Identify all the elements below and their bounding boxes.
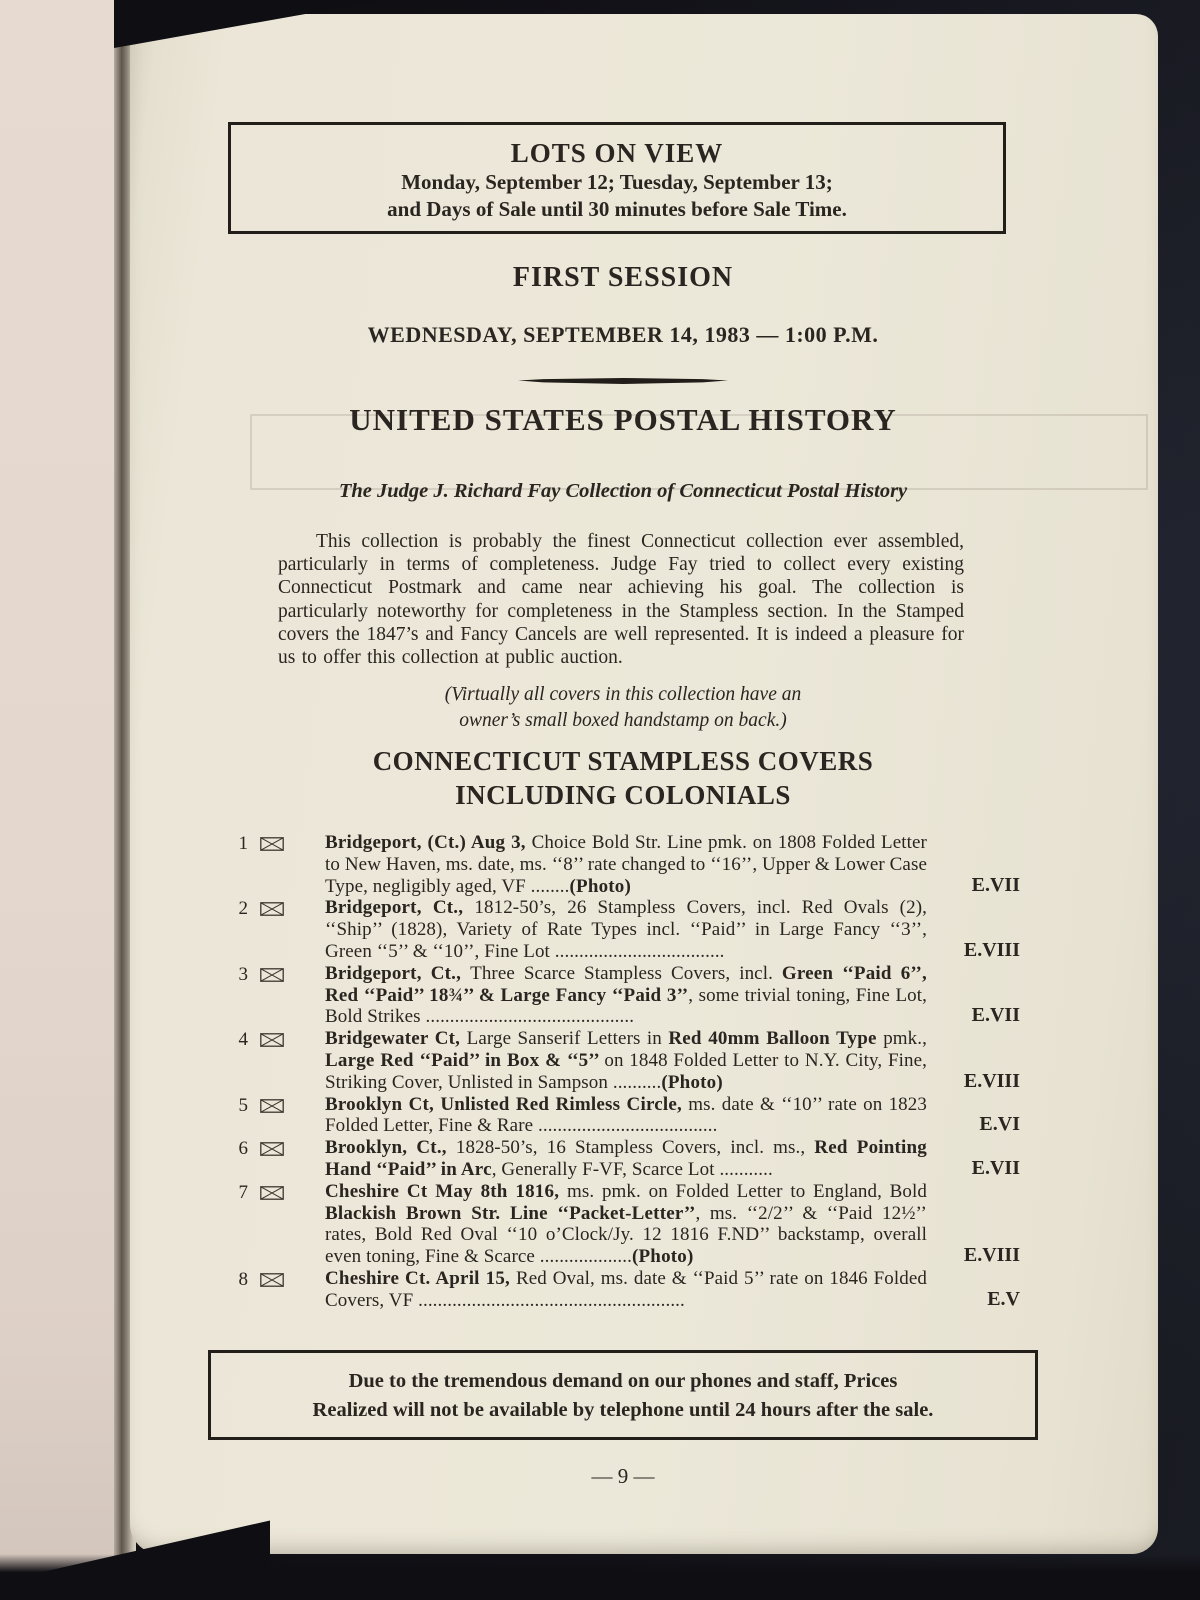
collection-note xyxy=(208,682,1038,734)
cover-envelope-icon xyxy=(260,963,286,982)
lot-description: Bridgeport, Ct., 1812-50’s, 26 Stampless Covers, incl. Red Ovals (2), ‘‘Ship’’ (1828), Variety of Rate Types incl. ‘‘Paid’’ in Large Fancy ‘‘3’’, Green ‘‘5’’ & ‘‘10’’, Fine Lot ................................... xyxy=(325,897,927,962)
lot-row xyxy=(208,1268,1020,1312)
view-schedule-line-2: and Days of Sale until 30 minutes before Sale Time. xyxy=(387,197,847,221)
section-heading-line-2: INCLUDING COLONIALS xyxy=(455,780,791,810)
lot-estimate: E.VI xyxy=(979,1113,1020,1136)
lot-estimate: E.VII xyxy=(971,873,1020,896)
section-heading-line-1: CONNECTICUT STAMPLESS COVERS xyxy=(372,746,874,776)
lot-number: 8 xyxy=(238,1268,248,1290)
catalog-page xyxy=(130,14,1158,1554)
lot-row xyxy=(208,1028,1020,1093)
lots-list xyxy=(208,832,1020,1312)
cover-envelope-icon xyxy=(260,1028,286,1047)
lot-number: 2 xyxy=(238,898,248,920)
cover-envelope-icon xyxy=(260,897,286,916)
lots-on-view-title: LOTS ON VIEW xyxy=(510,138,724,168)
notice-line-1: Due to the tremendous demand on our phones and staff, Prices xyxy=(348,1370,898,1392)
lot-row xyxy=(208,1181,1020,1268)
intro-paragraph: This collection is probably the finest Connecticut collection ever assembled, particularly in terms of completeness. Judge Fay tried to collect every existing Connecticut Postmark and came near achieving his goal. The collection is particularly noteworthy for completeness in the Stampless section. In the Stamped covers the 1847’s and Fancy Cancels are well represented. It is indeed a pleasure for us to offer this collection at public auction. xyxy=(278,531,964,669)
prices-realized-notice-box xyxy=(208,1350,1038,1440)
lot-description: Brooklyn, Ct., 1828-50’s, 16 Stampless Covers, incl. ms., Red Pointing Hand ‘‘Paid’’ in Arc, Generally F-VF, Scarce Lot ........... xyxy=(325,1137,927,1180)
lot-number: 5 xyxy=(238,1094,248,1116)
lot-estimate: E.VII xyxy=(971,1156,1020,1179)
page-number: — 9 — xyxy=(591,1464,655,1488)
lot-estimate: E.VIII xyxy=(963,1069,1020,1092)
lot-number: 3 xyxy=(238,963,248,985)
lot-row xyxy=(208,1137,1020,1181)
main-heading: UNITED STATES POSTAL HISTORY xyxy=(349,402,897,437)
lot-description: Bridgewater Ct, Large Sanserif Letters in Red 40mm Balloon Type pmk., Large Red ‘‘Paid’’ in Box & ‘‘5’’ on 1848 Folded Letter to N.Y. City, Fine, Striking Cover, Unlisted in Sampson ..........(Photo) xyxy=(325,1028,927,1093)
note-line-1: (Virtually all covers in this collection have an xyxy=(444,684,802,705)
section-heading xyxy=(208,744,1038,812)
note-line-2: owner’s small boxed handstamp on back.) xyxy=(459,710,787,731)
table-surface-bottom xyxy=(0,1554,1200,1600)
cover-envelope-icon xyxy=(260,832,286,851)
collection-subtitle: The Judge J. Richard Fay Collection of Connecticut Postal History xyxy=(338,480,908,502)
notice-line-2: Realized will not be available by telephone until 24 hours after the sale. xyxy=(312,1399,934,1421)
lot-description: Cheshire Ct. April 15, Red Oval, ms. date & ‘‘Paid 5’’ rate on 1846 Folded Covers, VF ....................................................... xyxy=(325,1267,927,1311)
session-title: FIRST SESSION xyxy=(512,262,734,293)
lot-description: Cheshire Ct May 8th 1816, ms. pmk. on Folded Letter to England, Bold Blackish Brown Str. Line ‘‘Packet-Letter’’, ms. ‘‘2/2’’ & ‘‘Paid 12½’’ rates, Bold Red Oval ‘‘10 o’Clock/Jy. 12 1816 F.ND’’ backstamp, overall even toning, Fine & Scarce ...................(Photo) xyxy=(325,1180,927,1268)
lot-row xyxy=(208,832,1020,897)
lot-estimate: E.V xyxy=(987,1287,1020,1310)
cover-envelope-icon xyxy=(260,1137,286,1156)
lot-number: 1 xyxy=(238,833,248,854)
cover-envelope-icon xyxy=(260,1094,286,1113)
view-schedule-line-1: Monday, September 12; Tuesday, September 13; xyxy=(401,170,833,194)
lot-description: Bridgeport, (Ct.) Aug 3, Choice Bold Str. Line pmk. on 1808 Folded Letter to New Haven, ms. date, ms. ‘‘8’’ rate changed to ‘‘16’’, Upper & Lower Case Type, negligibly aged, VF ........(Photo) xyxy=(325,832,927,897)
lot-row xyxy=(208,963,1020,1028)
session-datetime: WEDNESDAY, SEPTEMBER 14, 1983 — 1:00 P.M. xyxy=(367,322,879,347)
lot-row xyxy=(208,897,1020,962)
lot-row xyxy=(208,1094,1020,1138)
lot-number: 4 xyxy=(238,1029,248,1051)
lot-number: 7 xyxy=(238,1181,248,1203)
lot-estimate: E.VIII xyxy=(963,938,1020,961)
divider-rule xyxy=(518,378,728,384)
cover-envelope-icon xyxy=(260,1181,286,1200)
lot-description: Brooklyn Ct, Unlisted Red Rimless Circle, ms. date & ‘‘10’’ rate on 1823 Folded Letter, Fine & Rare ..................................... xyxy=(325,1093,927,1137)
facing-page xyxy=(0,0,114,1585)
lot-description: Bridgeport, Ct., Three Scarce Stampless Covers, incl. Green ‘‘Paid 6’’, Red ‘‘Paid’’ 18¾’’ & Large Fancy ‘‘Paid 3’’, some trivial toning, Fine Lot, Bold Strikes ........................................... xyxy=(325,962,927,1028)
lots-on-view-box xyxy=(228,122,1006,234)
lot-estimate: E.VII xyxy=(971,1004,1020,1027)
lot-estimate: E.VIII xyxy=(963,1244,1020,1267)
cover-envelope-icon xyxy=(260,1268,286,1287)
lot-number: 6 xyxy=(238,1138,248,1160)
